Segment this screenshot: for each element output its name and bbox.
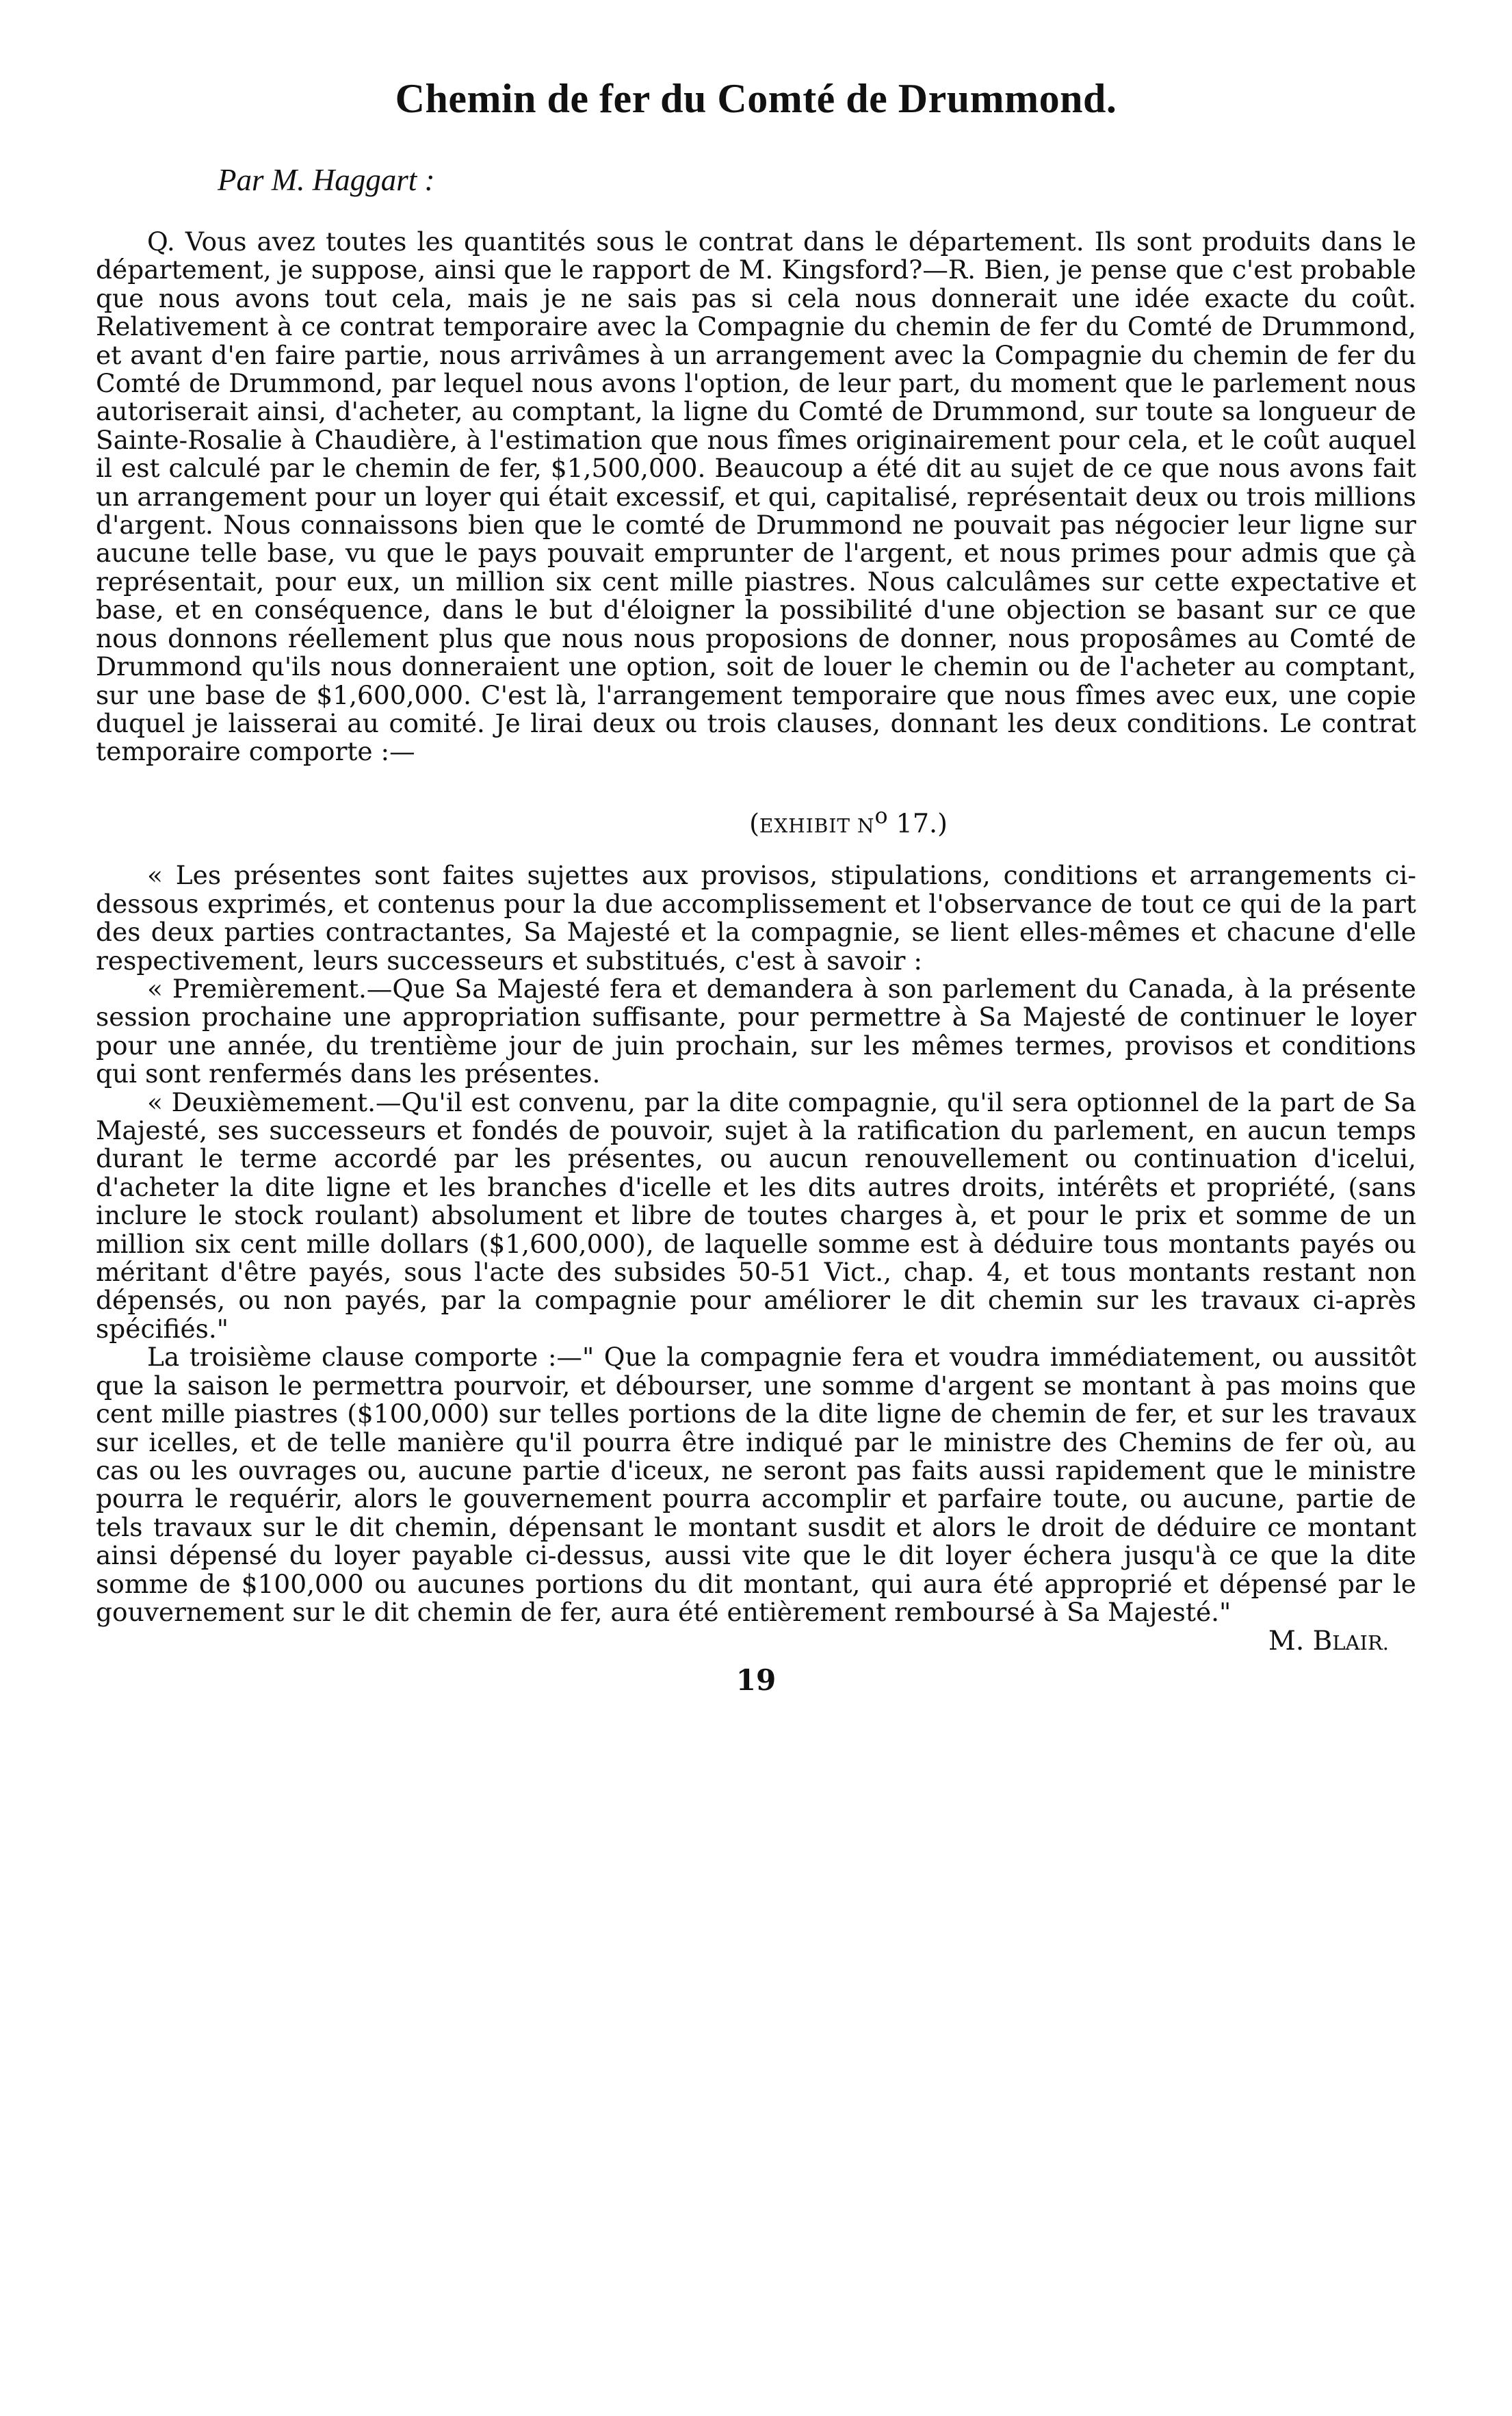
exhibit-open-paren: ( bbox=[749, 808, 759, 839]
exhibit-number: 17.) bbox=[887, 808, 948, 839]
exhibit-label: EXHIBIT N bbox=[759, 814, 875, 837]
signature-rest: LAIR. bbox=[1332, 1631, 1389, 1655]
page-title: Chemin de fer du Comté de Drummond. bbox=[395, 76, 1117, 121]
exhibit-heading bbox=[281, 804, 1416, 839]
paragraph-second-clause: « Deuxièmement.—Qu'il est convenu, par la dite compagnie, qu'il sera optionnel de la part de Sa Majesté, ses successeurs et fondés de pouvoir, sujet à la ratification du parlement, en aucun temps durant le terme accordé par les présentes, ou aucun renouvellement ou continuation d'icelui, d'acheter la dite ligne et les branches d'icelle et les dits autres droits, intérêts et propriété, (sans inclure le stock roulant) absolument et libre de toutes charges à, et pour le prix et somme de un million six cent mille dollars ($1,600,000), de laquelle somme est à déduire tous montants payés ou méritant d'être payés, sous l'acte des subsides 50-51 Vict., chap. 4, et tous montants restant non dépensés, ou non payés, par la compagnie pour améliorer le dit chemin sur les travaux ci-après spécifiés." bbox=[96, 1087, 1416, 1344]
paragraph-preamble: « Les présentes sont faites sujettes aux provisos, stipulations, conditions et arrangements ci-dessous exprimés, et contenus pour la due accomplissement et l'observance de tout ce qui de la part des deux parties contractantes, Sa Majesté et la compagnie, se lient elles-mêmes et chacune d'elle respectivement, leurs successeurs et substitués, c'est à savoir : bbox=[96, 860, 1416, 976]
paragraph-first-clause: « Premièrement.—Que Sa Majesté fera et demandera à son parlement du Canada, à la présente session prochaine une appropriation suffisante, pour permettre à Sa Majesté de continuer le loyer pour une année, du trentième jour de juin prochain, sur les mêmes termes, provisos et conditions qui sont renfermés dans les présentes. bbox=[96, 974, 1416, 1089]
exhibit-degree: o bbox=[874, 803, 888, 829]
speaker-label: Par M. Haggart : bbox=[218, 163, 435, 197]
paragraph-testimony: Q. Vous avez toutes les quantités sous le contrat dans le département. Ils sont produits dans le département, je suppose, ainsi que le rapport de M. Kingsford?—R. Bien, je pense que c'est probable que nous avons tout cela, mais je ne sais pas si cela nous donnerait une idée exacte du coût. Relativement à ce contrat temporaire avec la Compagnie du chemin de fer du Comté de Drummond, et avant d'en faire partie, nous arrivâmes à un arrangement avec la Compagnie du chemin de fer du Comté de Drummond, par lequel nous avons l'option, de leur part, du moment que le parlement nous autoriserait ainsi, d'acheter, au comptant, la ligne du Comté de Drummond, sur toute sa longueur de Sainte-Rosalie à Chaudière, à l'estimation que nous fîmes originairement pour cela, et le coût auquel il est calculé par le chemin de fer, $1,500,000. Beaucoup a été dit au sujet de ce que nous avons fait un arrangement pour un loyer qui était excessif, et qui, capitalisé, représentait deux ou trois millions d'argent. Nous connaissons bien que le comté de Drummond ne pouvait pas négocier leur ligne sur aucune telle base, vu que le pays pouvait emprunter de l'argent, et nous primes pour admis que çà représentait, pour eux, un million six cent mille piastres. Nous calculâmes sur cette expectative et base, et en conséquence, dans le but d'éloigner la possibilité d'une objection se basant sur ce que nous donnons réellement plus que nous nous proposions de donner, nous proposâmes au Comté de Drummond qu'ils nous donneraient une option, soit de louer le chemin ou de l'acheter au comptant, sur une base de $1,600,000. C'est là, l'arrangement temporaire que nous fîmes avec eux, une copie duquel je laisserai au comité. Je lirai deux ou trois clauses, donnant les deux conditions. Le contrat temporaire comporte :— bbox=[96, 226, 1416, 767]
paragraph-third-clause: La troisième clause comporte :—" Que la compagnie fera et voudra immédiatement, ou aussitôt que la saison le permettra pourvoir, et débourser, une somme d'argent se montant à pas moins que cent mille piastres ($100,000) sur telles portions de la dite ligne de chemin de fer, et sur les travaux sur icelles, et de telle manière qu'il pourra être indiqué par le ministre des Chemins de fer où, au cas ou les ouvrages ou, aucune partie d'iceux, ne seront pas faits aussi rapidement que le ministre pourra le requérir, alors le gouvernement pourra accomplir et parfaire toute, ou aucune, partie de tels travaux sur le dit chemin, dépensant le montant susdit et alors le droit de déduire ce montant ainsi dépensé du loyer payable ci-dessus, aussi vite que le dit loyer échera jusqu'à ce que la dite somme de $100,000 ou aucunes portions du dit montant, qui aura été approprié et dépensé par le gouvernement sur le dit chemin de fer, aura été entièrement remboursé à Sa Majesté." bbox=[96, 1342, 1416, 1627]
signature-initial: M. B bbox=[1268, 1626, 1333, 1657]
page-number: 19 bbox=[735, 1663, 777, 1698]
signature bbox=[96, 1626, 1389, 1658]
document-page bbox=[96, 75, 1416, 2388]
